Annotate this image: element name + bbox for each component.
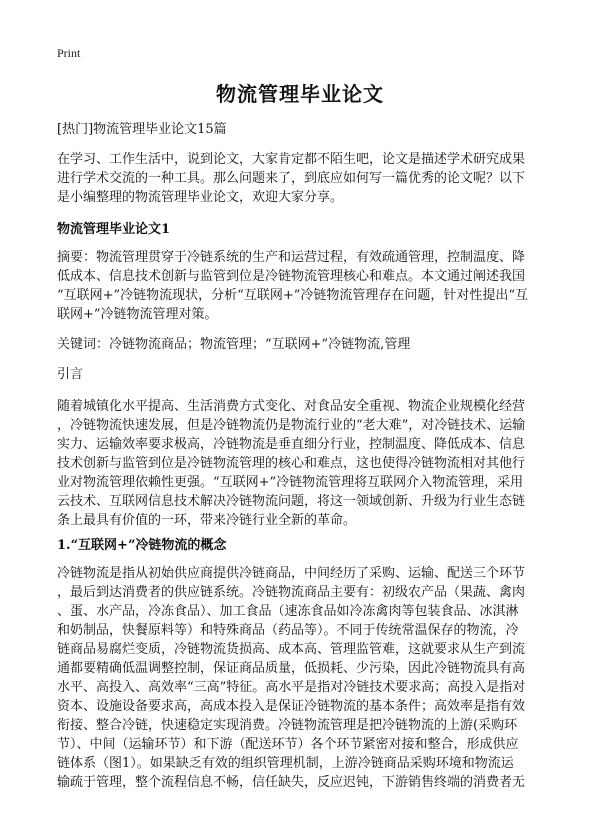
article-meta: [热门]物流管理毕业论文15篇 [57,122,227,137]
preface-line: 业对物流管理依赖性更强。“互联网+”冷链物流管理将互联网介入物流管理，采用 [57,475,524,490]
intro-line: 是小编整理的物流管理毕业论文，欢迎大家分享。 [57,190,344,205]
concept-line: 资本、设施设备要求高，高成本投入是保证冷链物流的基本条件；高效率是指有效 [57,699,526,714]
concept-line: 冷链物流是指从初始供应商提供冷链商品，中间经历了采购、运输、配送三个环节 [57,566,526,581]
concept-line: 链商品易腐烂变质，冷链物流货损高、成本高、管理监管难，这就要求从生产到流 [57,642,526,657]
concept-line: ，最后到达消费者的供应链系统。冷链物流商品主要有：初级农产品（果蔬、禽肉 [57,585,526,600]
abstract-line: 摘要：物流管理贯穿于冷链系统的生产和运营过程，有效疏通管理，控制温度、降 [57,250,526,265]
preface-line: 云技术、互联网信息技术解决冷链物流问题，将这一领域创新、升级为行业生态链 [57,494,526,509]
concept-line: 链体系（图1）。如果缺乏有效的组织管理机制，上游冷链商品采购环境和物流运 [57,756,514,771]
keywords-line: 关键词：冷链物流商品；物流管理；“互联网+”冷链物流,管理 [57,337,411,352]
abstract-line: 低成本、信息技术创新与监管到位是冷链物流管理核心和难点。本文通过阐述我国 [57,269,526,284]
intro-line: 在学习、工作生活中，说到论文，大家肯定都不陌生吧，论文是描述学术研究成果 [57,152,526,167]
preface-line: 随着城镇化水平提高、生活消费方式变化、对食品安全重视、物流企业规模化经营 [57,399,526,414]
intro-line: 进行学术交流的一种工具。那么问题来了，到底应如何写一篇优秀的论文呢？以下 [57,171,526,186]
concept-line: 衔接、整合冷链，快速稳定实现消费。冷链物流管理是把冷链物流的上游(采购环 [57,718,518,733]
intro-heading: 引言 [57,367,84,382]
preface-line: ，冷链物流快速发展，但是冷链物流仍是物流行业的“老大难”，对冷链技术、运输 [57,418,526,433]
concept-line: 和奶制品，快餐原料等）和特殊商品（药品等）。不同于传统常温保存的物流，冷 [57,623,519,638]
concept-line: 、蛋、水产品，冷冻食品）、加工食品（速冻食品如冷冻禽肉等包装食品、冰淇淋 [57,604,519,619]
section-heading: 1.“互联网+”冷链物流的概念 [57,538,227,553]
concept-line: 节）、中间（运输环节）和下游（配送环节）各个环节紧密对接和整合，形成供应 [57,737,519,752]
page-title: 物流管理毕业论文 [216,82,384,106]
preface-line: 条上最具有价值的一环，带来冷链行业全新的革命。 [57,513,357,528]
abstract-line: 联网+”冷链物流管理对策。 [57,307,218,322]
print-link[interactable]: Print [57,46,81,60]
preface-line: 技术创新与监管到位是冷链物流管理的核心和难点，这也使得冷链物流相对其他行 [57,456,526,471]
section-heading: 物流管理毕业论文1 [57,222,171,237]
preface-paragraph [57,397,547,530]
concept-line: 通都要精确低温调整控制，保证商品质量，低损耗、少污染，因此冷链物流具有高 [57,661,526,676]
intro-paragraph [57,150,547,207]
abstract-line: “互联网+”冷链物流现状，分析“互联网+”冷链物流管理存在问题，针对性提出“互 [57,288,529,303]
abstract-paragraph [57,248,547,324]
concept-line: 水平、高投入、高效率“三高”特征。高水平是指对冷链技术要求高；高投入是指对 [57,680,526,695]
concept-line: 输疏于管理，整个流程信息不畅，信任缺失，反应迟钝，下游销售终端的消费者无 [57,775,526,790]
concept-paragraph [57,564,547,792]
preface-line: 实力、运输效率要求极高，冷链物流是垂直细分行业，控制温度、降低成本、信息 [57,437,526,452]
